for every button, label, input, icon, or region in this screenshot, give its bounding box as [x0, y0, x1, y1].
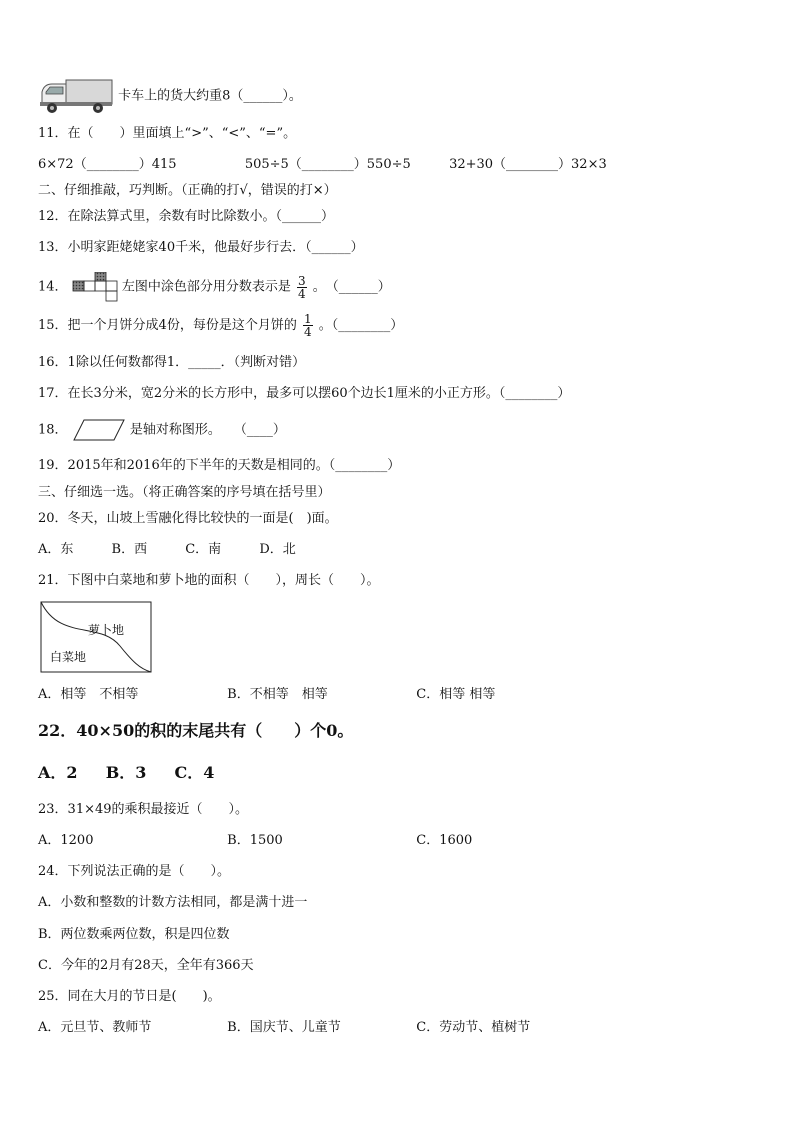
option: B．国庆节、儿童节	[227, 1020, 341, 1035]
question-19: 19．2015年和2016年的下半年的天数是相同的。（________）	[38, 458, 401, 473]
option: A．元旦节、教师节	[38, 1020, 152, 1035]
question-13: 13．小明家距姥姥家40千米，他最好步行去．（______）	[38, 240, 364, 255]
field-diagram	[40, 601, 152, 673]
question-17: 17．在长3分米，宽2分米的长方形中，最多可以摆60个边长1厘米的小正方形。（________）	[38, 386, 571, 401]
option: C．今年的2月有28天，全年有366天	[38, 958, 254, 973]
question-25-stem: 25．同在大月的节日是( )。	[38, 989, 221, 1004]
option: B．不相等 相等	[227, 687, 328, 702]
question-21-stem: 21．下图中白菜地和萝卜地的面积（ ），周长（ ）。	[38, 573, 380, 588]
option: A．东	[38, 542, 74, 557]
option: A．小数和整数的计数方法相同，都是满十进一	[38, 895, 308, 910]
truck-image	[38, 78, 114, 114]
parallelogram-figure	[72, 418, 126, 442]
question-10	[38, 78, 302, 114]
comparison-item: 6×72（________）415	[38, 157, 177, 172]
cabbage-field-label: 白菜地	[50, 650, 87, 664]
option: C．1600	[416, 833, 473, 848]
question-11-items	[38, 156, 607, 174]
option: B．1500	[227, 833, 283, 848]
fraction: $\frac{1}{4}$	[303, 312, 312, 339]
option: C．劳动节、植树节	[416, 1020, 531, 1035]
comparison-item: 505÷5（________）550÷5	[244, 157, 411, 172]
option: A．2	[38, 763, 78, 782]
option: A．1200	[38, 833, 94, 848]
question-22-stem: 22．40×50的积的末尾共有（ ）个0。	[38, 721, 354, 740]
shaded-grid-figure	[72, 272, 118, 302]
option: C．相等 相等	[416, 687, 496, 702]
option: A．相等 不相等	[38, 687, 139, 702]
section-3-title: 三、仔细选一选。（将正确答案的序号填在括号里）	[38, 485, 331, 500]
section-2-title: 二、仔细推敲，巧判断。（正确的打√，错误的打×）	[38, 183, 337, 198]
question-24-stem: 24．下列说法正确的是（ ）。	[38, 864, 231, 879]
comparison-item: 32+30（________）32×3	[449, 157, 607, 172]
option: C．4	[174, 763, 215, 782]
question-11-stem: 11．在（ ）里面填上“>”、“<”、“=”。	[38, 126, 297, 141]
option: B．3	[105, 763, 147, 782]
option: B．两位数乘两位数，积是四位数	[38, 927, 230, 942]
question-23-stem: 23．31×49的乘积最接近（ ）。	[38, 802, 249, 817]
question-10-text: 卡车上的货大约重8（______）。	[118, 88, 302, 104]
question-15: 15．把一个月饼分成4份，每份是这个月饼的 $\frac{1}{4}$ 。（________）	[38, 312, 404, 339]
question-23-options	[38, 832, 472, 850]
question-22-options	[38, 764, 214, 784]
question-14: 14． 左图中涂色部分用分数表示是 $\frac{3}{4}$ 。 （______）	[38, 273, 391, 301]
option: C．南	[185, 542, 222, 557]
question-21-options	[38, 686, 495, 704]
question-16: 16．1除以任何数都得1．_____．（判断对错）	[38, 355, 306, 370]
question-20-options	[38, 541, 296, 559]
radish-field-label: 萝卜地	[88, 623, 125, 637]
option: B．西	[111, 542, 148, 557]
question-12: 12．在除法算式里，余数有时比除数小。（______）	[38, 209, 335, 224]
question-25-options	[38, 1019, 530, 1037]
option: D．北	[259, 542, 296, 557]
question-20-stem: 20．冬天，山坡上雪融化得比较快的一面是( )面。	[38, 511, 338, 526]
question-18: 18． 是轴对称图形。 （____）	[38, 418, 286, 442]
fraction: $\frac{3}{4}$	[297, 273, 306, 301]
